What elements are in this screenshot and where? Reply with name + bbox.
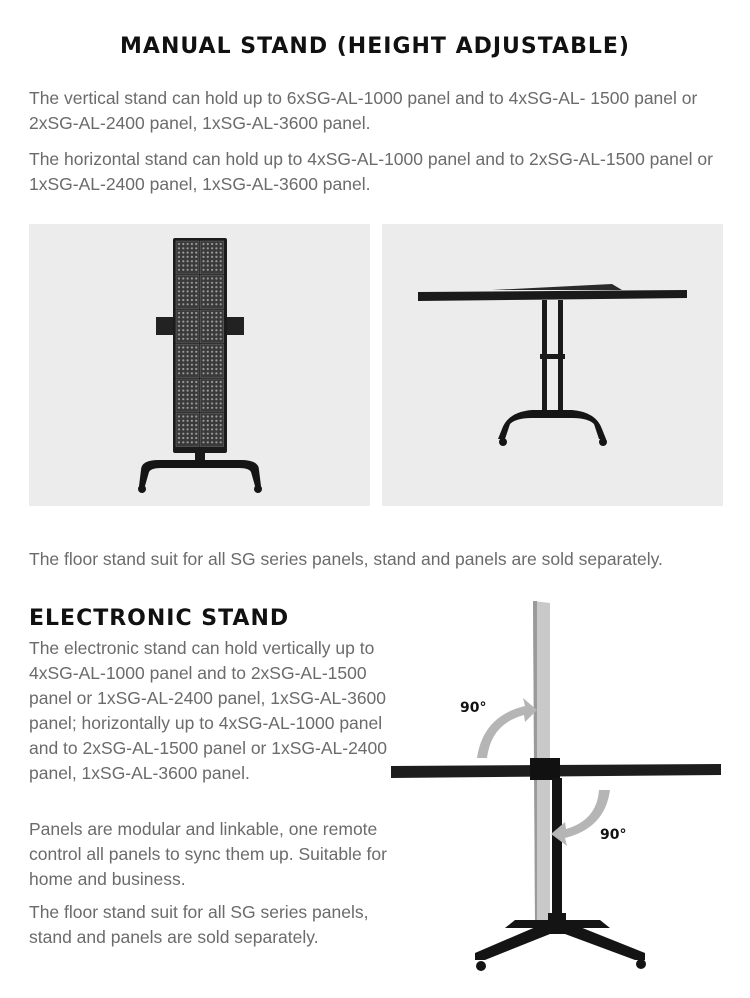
caster-wheel [499,438,507,446]
horizontal-stand-image [382,224,723,506]
caster-wheel [636,959,646,969]
stand-base [139,460,261,486]
horizontal-capacity-text: The horizontal stand can hold up to 4xSG-AL-1000 panel and to 2xSG-AL-1500 panel or 1xSG-AL-2400 panel, 1xSG-AL-3600 panel. [29,149,713,194]
horizontal-panel [418,290,687,301]
caster-wheel [138,485,146,493]
caster-wheel [254,485,262,493]
vertical-stand-image [29,224,370,506]
rotation-label-top: 90° [460,700,487,716]
rotation-label-bottom: 90° [600,827,627,843]
electronic-stand-image [385,598,730,983]
modular-text: Panels are modular and linkable, one remote control all panels to sync them up. Suitable for home and business. [29,819,387,889]
stand-base [498,410,606,439]
electronic-capacity-text: The electronic stand can hold vertically up to 4xSG-AL-1000 panel and to 2xSG-AL-1500 panel or 1xSG-AL-2400 panel, 1xSG-AL-3600 panel; horizontally up to 4xSG-AL-1000 panel and to 2xSG-AL-1500 panel or 1xSG-AL-2400 panel, 1xSG-AL-3600 panel. [29,638,387,783]
stand-base [475,923,645,960]
manual-stand-title: MANUAL STAND (HEIGHT ADJUSTABLE) [120,34,630,59]
stand-post [552,778,562,923]
caster-wheel [599,438,607,446]
floor-stand-caption: The floor stand suit for all SG series panels, stand and panels are sold separately. [29,549,663,569]
caster-wheel [476,961,486,971]
electronic-floor-caption: The floor stand suit for all SG series panels, stand and panels are sold separately. [29,902,369,947]
vertical-capacity-text: The vertical stand can hold up to 6xSG-AL-1000 panel and to 4xSG-AL- 1500 panel or 2xSG-AL-2400 panel, 1xSG-AL-3600 panel. [29,88,698,133]
electronic-stand-title: ELECTRONIC STAND [29,606,290,631]
